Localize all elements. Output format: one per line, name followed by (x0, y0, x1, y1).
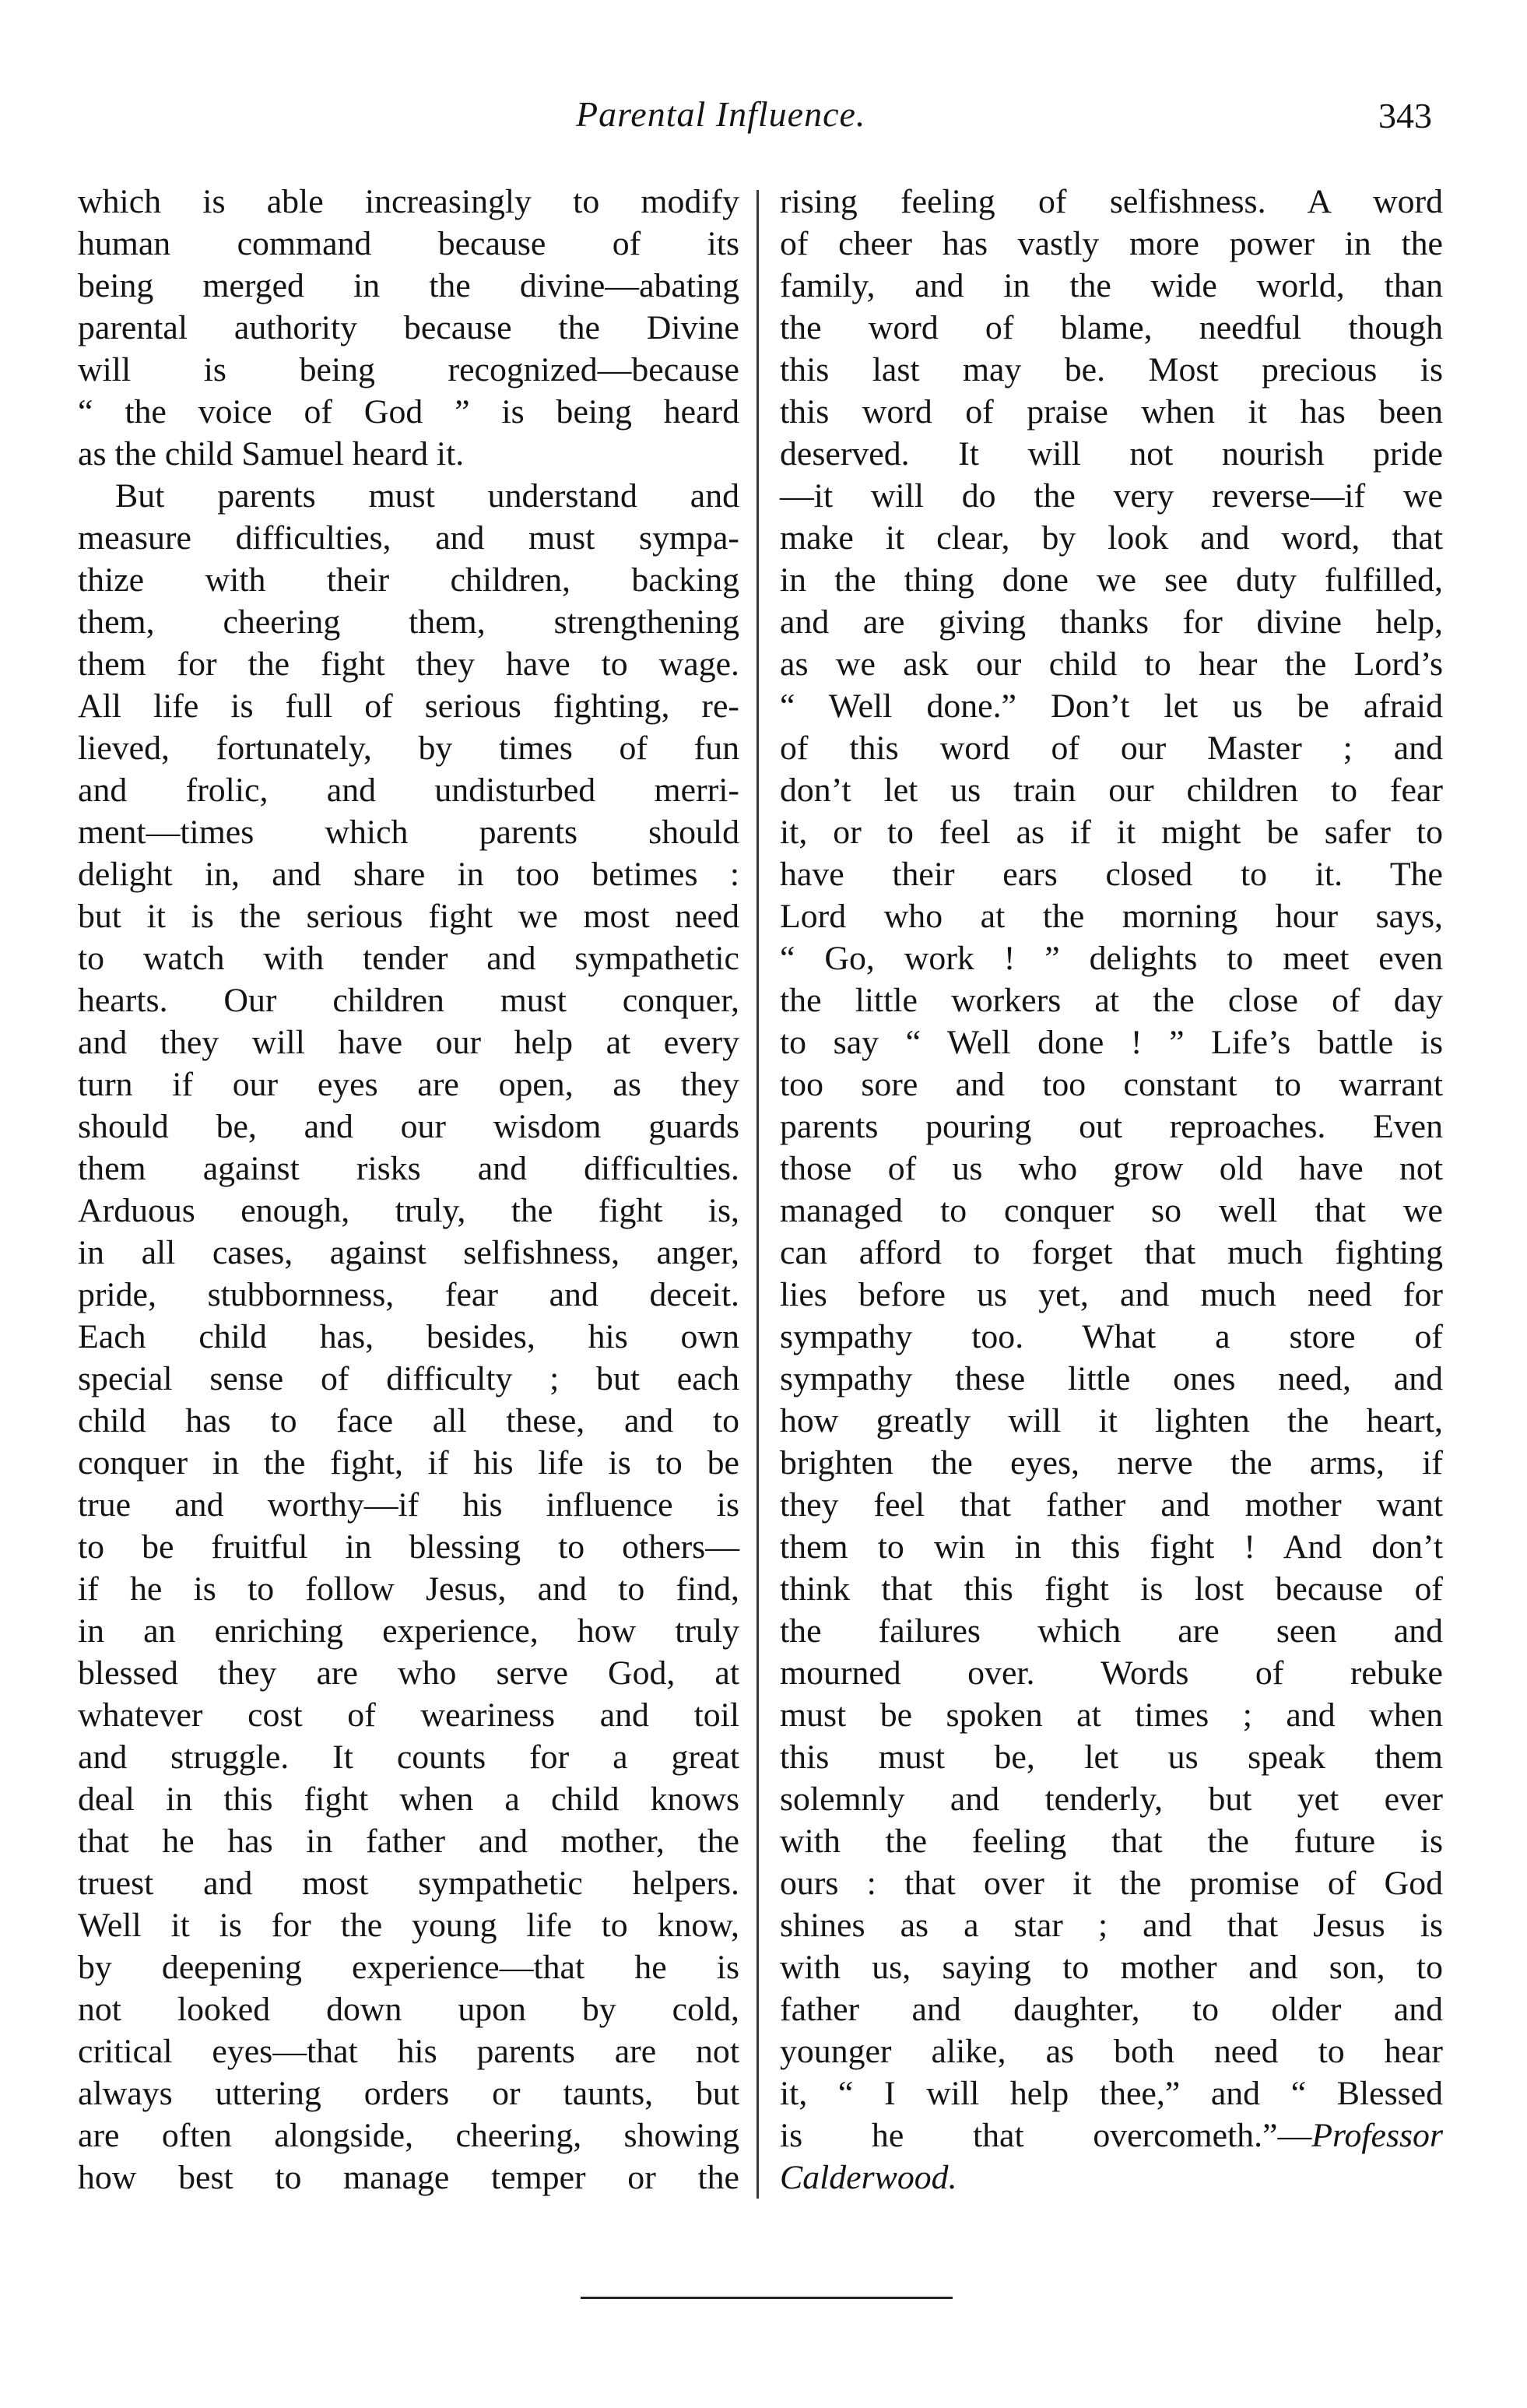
text-line: with us, saying to mother and son, to (780, 1949, 1443, 1986)
text-line: deserved. It will not nourish pride (780, 435, 1443, 473)
text-line: this word of praise when it has been (780, 393, 1443, 431)
text-line: —it will do the very reverse—if we (780, 477, 1443, 515)
text-line: pride, stubbornness, fear and deceit. (78, 1276, 739, 1313)
text-line: solemnly and tenderly, but yet ever (780, 1781, 1443, 1818)
text-line: not looked down upon by cold, (78, 1991, 739, 2028)
text-line: child has to face all these, and to (78, 1402, 739, 1440)
text-line: them, cheering them, strengthening (78, 603, 739, 641)
right-column (780, 181, 1443, 2199)
text-line: don’t let us train our children to fear (780, 772, 1443, 809)
text-line: “ the voice of God ” is being heard (78, 393, 739, 431)
text-line: with the feeling that the future is (780, 1823, 1443, 1860)
text-line: how greatly will it lighten the heart, (780, 1402, 1443, 1440)
text-line: turn if our eyes are open, as they (78, 1066, 739, 1103)
text-line: must be spoken at times ; and when (780, 1696, 1443, 1734)
text-line: deal in this fight when a child knows (78, 1781, 739, 1818)
text-line: of cheer has vastly more power in the (780, 225, 1443, 262)
text-line: lies before us yet, and much need for (780, 1276, 1443, 1313)
text-line: conquer in the fight, if his life is to be (78, 1444, 739, 1482)
left-column (78, 181, 739, 2199)
text-line: think that this fight is lost because of (780, 1570, 1443, 1608)
text-line: which is able increasingly to modify (78, 183, 739, 220)
attribution-surname: Calderwood. (780, 2159, 957, 2196)
text-line: managed to conquer so well that we (780, 1192, 1443, 1229)
text-line: always uttering orders or taunts, but (78, 2075, 739, 2112)
text-line: family, and in the wide world, than (780, 267, 1443, 304)
attribution-line-2 (780, 2157, 1443, 2199)
closing-text: is he that overcometh.”— (780, 2117, 1312, 2154)
text-line: Arduous enough, truly, the fight is, (78, 1192, 739, 1229)
text-line: are often alongside, cheering, showing (78, 2117, 739, 2154)
text-line: and frolic, and undisturbed merri- (78, 772, 739, 809)
text-line: human command because of its (78, 225, 739, 262)
text-line: younger alike, as both need to hear (780, 2033, 1443, 2070)
text-line: But parents must understand and (115, 477, 739, 515)
attribution-name: Professor (1311, 2117, 1443, 2154)
text-line: this last may be. Most precious is (780, 351, 1443, 388)
text-line: thize with their children, backing (78, 561, 739, 599)
text-line: by deepening experience—that he is (78, 1949, 739, 1986)
text-line: “ Well done.” Don’t let us be afraid (780, 687, 1443, 725)
text-line: too sore and too constant to warrant (780, 1066, 1443, 1103)
text-line: brighten the eyes, nerve the arms, if (780, 1444, 1443, 1482)
text-line: those of us who grow old have not (780, 1150, 1443, 1187)
text-line: in an enriching experience, how truly (78, 1612, 739, 1650)
text-line: make it clear, by look and word, that (780, 519, 1443, 557)
text-line: All life is full of serious fighting, re- (78, 687, 739, 725)
text-line: parents pouring out reproaches. Even (780, 1108, 1443, 1145)
text-line: shines as a star ; and that Jesus is (780, 1907, 1443, 1944)
page-number: 343 (1378, 96, 1432, 135)
text-line: ment—times which parents should (78, 814, 739, 851)
text-line: the little workers at the close of day (780, 982, 1443, 1019)
text-line: hearts. Our children must conquer, (78, 982, 739, 1019)
text-line: and struggle. It counts for a great (78, 1738, 739, 1776)
text-line: rising feeling of selfishness. A word (780, 183, 1443, 220)
text-line: the word of blame, needful though (780, 309, 1443, 346)
text-line: they feel that father and mother want (780, 1486, 1443, 1524)
text-line: to be fruitful in blessing to others— (78, 1528, 739, 1566)
text-line: and they will have our help at every (78, 1024, 739, 1061)
text-line: blessed they are who serve God, at (78, 1654, 739, 1692)
text-line: sympathy too. What a store of (780, 1318, 1443, 1355)
text-line: delight in, and share in too betimes : (78, 856, 739, 893)
text-line: how best to manage temper or the (78, 2159, 739, 2196)
text-line: lieved, fortunately, by times of fun (78, 729, 739, 767)
text-line: critical eyes—that his parents are not (78, 2033, 739, 2070)
text-line: that he has in father and mother, the (78, 1823, 739, 1860)
text-line: father and daughter, to older and (780, 1991, 1443, 2028)
text-line: mourned over. Words of rebuke (780, 1654, 1443, 1692)
text-line: to watch with tender and sympathetic (78, 940, 739, 977)
text-line: whatever cost of weariness and toil (78, 1696, 739, 1734)
text-line: have their ears closed to it. The (780, 856, 1443, 893)
text-line: but it is the serious fight we most need (78, 898, 739, 935)
text-line: being merged in the divine—abating (78, 267, 739, 304)
text-line: as the child Samuel heard it. (78, 435, 465, 473)
text-line: should be, and our wisdom guards (78, 1108, 739, 1145)
text-line: the failures which are seen and (780, 1612, 1443, 1650)
column-divider (756, 190, 759, 2199)
text-line: Well it is for the young life to know, (78, 1907, 739, 1944)
text-line: sympathy these little ones need, and (780, 1360, 1443, 1397)
text-line: if he is to follow Jesus, and to find, (78, 1570, 739, 1608)
text-line: to say “ Well done ! ” Life’s battle is (780, 1024, 1443, 1061)
text-line: special sense of difficulty ; but each (78, 1360, 739, 1397)
text-line: this must be, let us speak them (780, 1738, 1443, 1776)
text-line: in the thing done we see duty fulfilled, (780, 561, 1443, 599)
text-line: truest and most sympathetic helpers. (78, 1865, 739, 1902)
text-line: “ Go, work ! ” delights to meet even (780, 940, 1443, 977)
text-line: it, “ I will help thee,” and “ Blessed (780, 2075, 1443, 2112)
text-line: and are giving thanks for divine help, (780, 603, 1443, 641)
text-line: them to win in this fight ! And don’t (780, 1528, 1443, 1566)
text-line: them against risks and difficulties. (78, 1150, 739, 1187)
attribution-line (780, 2114, 1443, 2157)
text-line: in all cases, against selfishness, anger, (78, 1234, 739, 1271)
text-line: parental authority because the Divine (78, 309, 739, 346)
text-line: ours : that over it the promise of God (780, 1865, 1443, 1902)
section-end-rule (581, 2297, 953, 2299)
text-line: them for the fight they have to wage. (78, 645, 739, 683)
text-line: can afford to forget that much fighting (780, 1234, 1443, 1271)
text-line: Lord who at the morning hour says, (780, 898, 1443, 935)
text-line: true and worthy—if his influence is (78, 1486, 739, 1524)
running-title: Parental Influence. (576, 94, 866, 134)
text-line: it, or to feel as if it might be safer to (780, 814, 1443, 851)
text-line: as we ask our child to hear the Lord’s (780, 645, 1443, 683)
text-line: Each child has, besides, his own (78, 1318, 739, 1355)
text-line: will is being recognized—because (78, 351, 739, 388)
text-line: of this word of our Master ; and (780, 729, 1443, 767)
running-head (0, 87, 1527, 142)
text-line: measure difficulties, and must sympa- (78, 519, 739, 557)
